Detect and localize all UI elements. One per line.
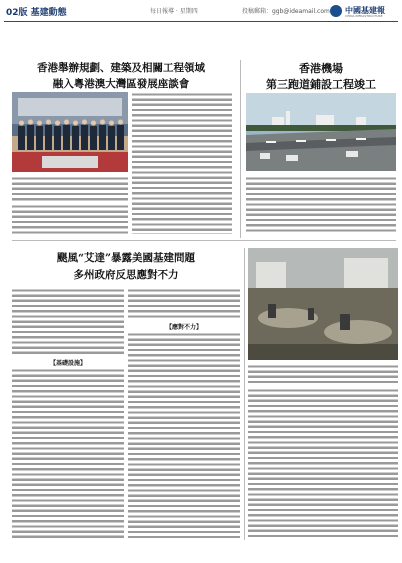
left-article-photo <box>12 92 128 172</box>
bottom-subhead-response: 【應對不力】 <box>165 324 202 331</box>
bottom-article-title-1: 颶風“艾達”暴露美國基建問題 <box>56 252 196 264</box>
right-article-body <box>246 176 396 234</box>
section-divider <box>12 240 396 241</box>
bottom-article-mid-text <box>128 288 240 318</box>
bottom-article-mid-text-2 <box>128 332 240 538</box>
column-divider <box>240 60 241 238</box>
newspaper-logo <box>330 3 398 19</box>
bottom-article-right-text <box>248 388 398 538</box>
right-article-photo <box>246 93 396 171</box>
right-article-title-1: 香港機場 <box>299 62 343 75</box>
left-article-body-col1 <box>12 204 128 234</box>
left-article-body-col2 <box>132 92 232 234</box>
issue-date: 每日報導 · 星期四 <box>150 8 198 15</box>
contact-email[interactable]: 投稿郵箱：ggb@ideamail.com <box>242 8 330 15</box>
bottom-article-title-2: 多州政府反思應對不力 <box>73 269 179 281</box>
bottom-article-photo-caption <box>248 364 398 384</box>
bottom-subhead-infrastructure: 【基礎設施】 <box>49 360 86 367</box>
logo-subtext: CHINA INFRASTRUCTURE <box>345 14 383 18</box>
left-article-photo-caption <box>12 176 128 202</box>
logo-text: 中國基建報 <box>345 6 385 15</box>
bottom-article-left-text <box>12 288 124 354</box>
bottom-article-photo <box>248 248 398 360</box>
bottom-article-left-text-2 <box>12 368 124 538</box>
header-rule <box>4 21 398 22</box>
logo-mark-icon <box>330 5 342 17</box>
left-article-title-1: 香港舉辦規劃、建築及相關工程領域 <box>37 62 205 74</box>
page-header <box>0 0 402 24</box>
column-divider-bottom <box>244 248 245 540</box>
left-article-title-2: 融入粵港澳大灣區發展座談會 <box>52 78 190 90</box>
right-article-title-2: 第三跑道鋪設工程竣工 <box>266 78 376 91</box>
page-section-label: 02版 基建動態 <box>6 8 67 18</box>
